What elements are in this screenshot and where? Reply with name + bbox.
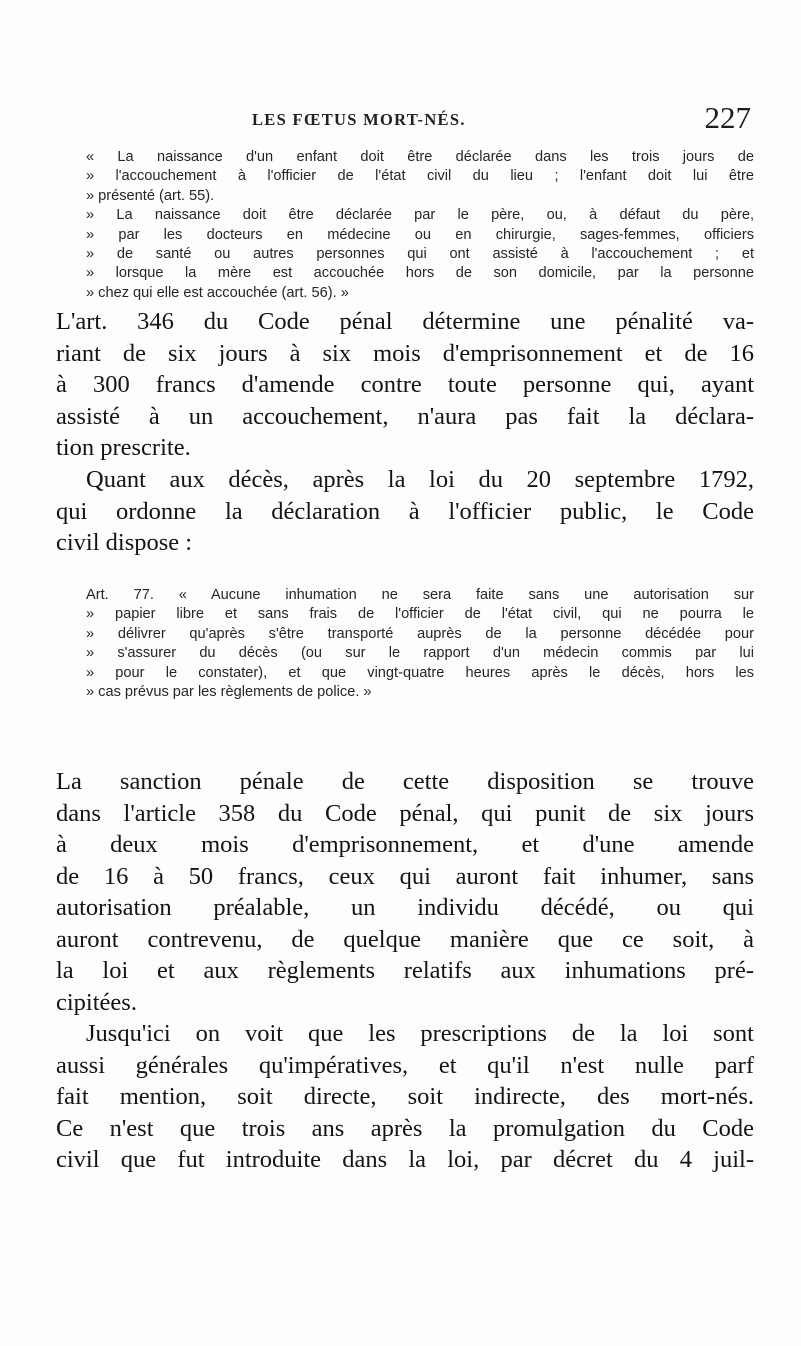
text-line: autorisation préalable, un individu décédé, ou qui: [56, 894, 754, 921]
quote-line: » par les docteurs en médecine ou en chirurgie, sages-femmes, officiers: [86, 226, 754, 243]
quote-line: » s'assurer du décès (ou sur le rapport d'un médecin commis par lui: [86, 645, 754, 662]
quote-line: » pour le constater), et que vingt-quatre heures après le décès, hors les: [86, 664, 754, 681]
quote-line: » de santé ou autres personnes qui ont assisté à l'accouchement ; et: [86, 246, 754, 263]
text-line: à 300 francs d'amende contre toute personne qui, ayant: [56, 371, 754, 398]
quote-line: » papier libre et sans frais de l'officier de l'état civil, qui ne pourra le: [86, 606, 754, 623]
quote-line: Art. 77. « Aucune inhumation ne sera faite sans une autorisation sur: [86, 587, 754, 603]
page-header: [56, 100, 751, 135]
quote-line: » chez qui elle est accouchée (art. 56). »: [86, 284, 349, 301]
quote-line: » La naissance doit être déclarée par le père, ou, à défaut du père,: [86, 207, 754, 224]
quote-article-77: [56, 586, 754, 702]
paragraph-deaths: [56, 464, 754, 559]
quote-line: » délivrer qu'après s'être transporté auprès de la personne décédée pour: [86, 625, 754, 642]
text-line: à deux mois d'emprisonnement, et d'une amende: [56, 831, 754, 858]
quote-articles-55-56: [56, 148, 754, 303]
quote-line: » présenté (art. 55).: [86, 187, 215, 204]
page-number: 227: [704, 100, 751, 135]
text-line: dans l'article 358 du Code pénal, qui punit de six jours: [56, 799, 754, 827]
text-line: auront contrevenu, de quelque manière que ce soit, à: [56, 925, 754, 953]
text-line: de 16 à 50 francs, ceux qui auront fait inhumer, sans: [56, 862, 754, 890]
quote-line: « La naissance d'un enfant doit être déclarée dans les trois jours de: [86, 149, 754, 165]
text-line: qui ordonne la déclaration à l'officier public, le Code: [56, 497, 754, 525]
text-line: riant de six jours à six mois d'emprisonnement et de 16: [56, 339, 754, 367]
paragraph-article-346: [56, 306, 754, 464]
text-line: aussi générales qu'impératives, et qu'il n'est nulle parf: [56, 1051, 754, 1079]
text-line: Quant aux décès, après la loi du 20 septembre 1792,: [86, 466, 754, 493]
text-line: cipitées.: [56, 988, 137, 1016]
quote-line: » lorsque la mère est accouchée hors de son domicile, par la personne: [86, 265, 754, 282]
running-title: LES FŒTUS MORT-NÉS.: [252, 110, 466, 129]
text-line: assisté à un accouchement, n'aura pas fait la déclara-: [56, 402, 754, 430]
text-line: la loi et aux règlements relatifs aux inhumations pré-: [56, 957, 754, 984]
text-line: Ce n'est que trois ans après la promulgation du Code: [56, 1114, 754, 1142]
paragraph-mort-nes: [56, 1018, 754, 1176]
text-line: Jusqu'ici on voit que les prescriptions de la loi sont: [86, 1020, 754, 1047]
paragraph-article-358: [56, 766, 754, 1018]
text-line: L'art. 346 du Code pénal détermine une pénalité va-: [56, 308, 754, 335]
text-line: La sanction pénale de cette disposition se trouve: [56, 768, 754, 795]
text-line: civil dispose :: [56, 529, 193, 556]
quote-line: » cas prévus par les règlements de police. »: [86, 684, 372, 701]
text-line: tion prescrite.: [56, 434, 191, 461]
text-line: civil que fut introduite dans la loi, par décret du 4 juil-: [56, 1146, 754, 1173]
quote-line: » l'accouchement à l'officier de l'état civil du lieu ; l'enfant doit lui être: [86, 168, 754, 185]
text-line: fait mention, soit directe, soit indirecte, des mort-nés.: [56, 1083, 754, 1110]
